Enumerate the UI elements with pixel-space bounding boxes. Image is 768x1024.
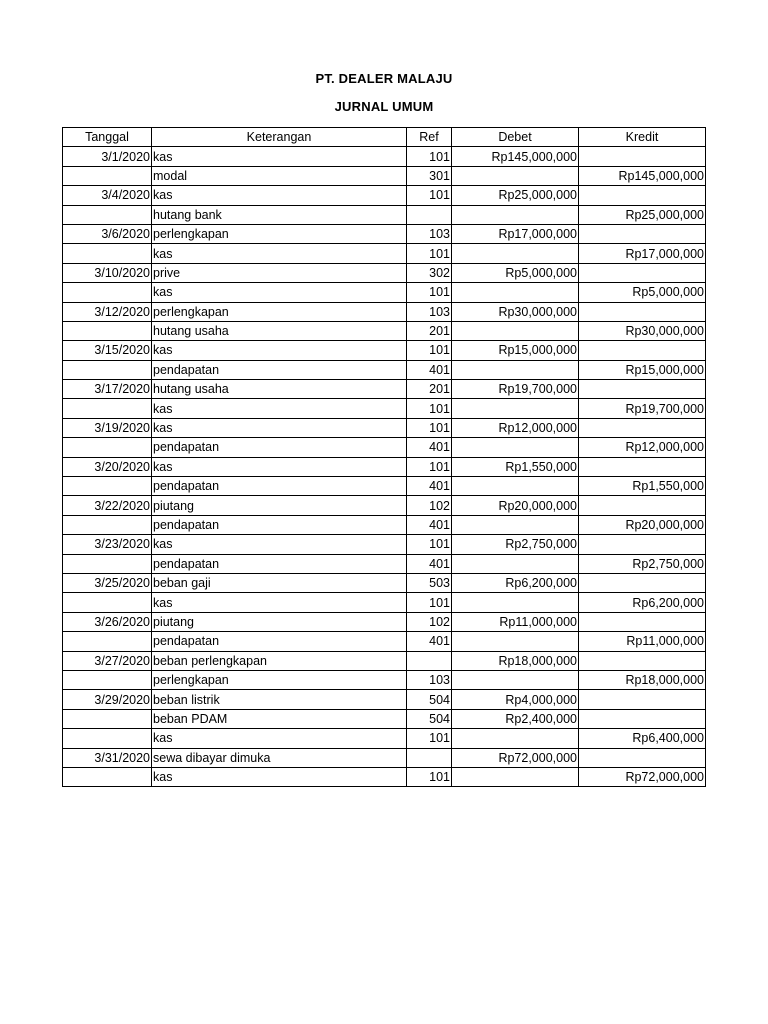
cell-credit: Rp20,000,000 xyxy=(579,515,706,534)
table-row xyxy=(63,748,706,767)
cell-date: 3/26/2020 xyxy=(63,612,152,631)
cell-credit: Rp15,000,000 xyxy=(579,360,706,379)
table-row xyxy=(63,690,706,709)
cell-debit: Rp1,550,000 xyxy=(452,457,579,476)
table-row xyxy=(63,729,706,748)
cell-debit xyxy=(452,205,579,224)
cell-ref: 103 xyxy=(407,224,452,243)
table-row xyxy=(63,302,706,321)
cell-date xyxy=(63,477,152,496)
cell-credit xyxy=(579,341,706,360)
cell-debit xyxy=(452,767,579,786)
cell-debit xyxy=(452,166,579,185)
cell-description: sewa dibayar dimuka xyxy=(152,748,407,767)
cell-debit xyxy=(452,477,579,496)
cell-date xyxy=(63,399,152,418)
cell-ref: 102 xyxy=(407,612,452,631)
cell-date xyxy=(63,360,152,379)
cell-date xyxy=(63,321,152,340)
cell-credit xyxy=(579,147,706,166)
column-header-credit: Kredit xyxy=(579,128,706,147)
cell-ref: 504 xyxy=(407,709,452,728)
journal-table xyxy=(62,127,706,787)
cell-credit xyxy=(579,457,706,476)
cell-credit: Rp5,000,000 xyxy=(579,283,706,302)
cell-ref: 101 xyxy=(407,147,452,166)
cell-debit: Rp145,000,000 xyxy=(452,147,579,166)
company-name: PT. DEALER MALAJU xyxy=(315,71,453,86)
cell-description: kas xyxy=(152,147,407,166)
cell-ref: 103 xyxy=(407,670,452,689)
cell-date: 3/15/2020 xyxy=(63,341,152,360)
cell-debit xyxy=(452,399,579,418)
table-row xyxy=(63,670,706,689)
cell-credit: Rp2,750,000 xyxy=(579,554,706,573)
cell-description: pendapatan xyxy=(152,360,407,379)
cell-debit: Rp20,000,000 xyxy=(452,496,579,515)
cell-date xyxy=(63,709,152,728)
cell-credit xyxy=(579,535,706,554)
cell-debit xyxy=(452,244,579,263)
table-row xyxy=(63,224,706,243)
cell-debit xyxy=(452,729,579,748)
cell-debit: Rp6,200,000 xyxy=(452,573,579,592)
cell-credit: Rp12,000,000 xyxy=(579,438,706,457)
cell-credit xyxy=(579,380,706,399)
cell-ref: 503 xyxy=(407,573,452,592)
cell-description: beban PDAM xyxy=(152,709,407,728)
cell-date: 3/27/2020 xyxy=(63,651,152,670)
table-row xyxy=(63,341,706,360)
table-row xyxy=(63,477,706,496)
table-row xyxy=(63,283,706,302)
cell-ref: 401 xyxy=(407,438,452,457)
cell-date: 3/1/2020 xyxy=(63,147,152,166)
cell-date: 3/25/2020 xyxy=(63,573,152,592)
cell-ref: 101 xyxy=(407,767,452,786)
cell-credit: Rp11,000,000 xyxy=(579,632,706,651)
cell-ref: 101 xyxy=(407,535,452,554)
cell-ref: 401 xyxy=(407,360,452,379)
cell-description: hutang usaha xyxy=(152,321,407,340)
cell-description: pendapatan xyxy=(152,554,407,573)
cell-credit xyxy=(579,651,706,670)
cell-date: 3/23/2020 xyxy=(63,535,152,554)
cell-date xyxy=(63,767,152,786)
table-row xyxy=(63,593,706,612)
cell-debit xyxy=(452,632,579,651)
table-row xyxy=(63,399,706,418)
cell-date xyxy=(63,205,152,224)
cell-date: 3/4/2020 xyxy=(63,186,152,205)
cell-credit xyxy=(579,186,706,205)
cell-credit: Rp18,000,000 xyxy=(579,670,706,689)
cell-debit xyxy=(452,593,579,612)
cell-ref: 103 xyxy=(407,302,452,321)
cell-ref: 201 xyxy=(407,321,452,340)
cell-date: 3/10/2020 xyxy=(63,263,152,282)
cell-debit: Rp19,700,000 xyxy=(452,380,579,399)
cell-credit: Rp25,000,000 xyxy=(579,205,706,224)
cell-credit xyxy=(579,573,706,592)
cell-credit xyxy=(579,496,706,515)
cell-description: kas xyxy=(152,244,407,263)
cell-debit: Rp17,000,000 xyxy=(452,224,579,243)
cell-debit xyxy=(452,515,579,534)
cell-description: kas xyxy=(152,399,407,418)
cell-description: kas xyxy=(152,767,407,786)
cell-date xyxy=(63,438,152,457)
cell-ref: 302 xyxy=(407,263,452,282)
cell-ref: 101 xyxy=(407,457,452,476)
cell-ref: 101 xyxy=(407,244,452,263)
cell-description: perlengkapan xyxy=(152,302,407,321)
cell-date xyxy=(63,729,152,748)
cell-ref: 401 xyxy=(407,632,452,651)
table-row xyxy=(63,767,706,786)
table-row xyxy=(63,515,706,534)
cell-description: beban perlengkapan xyxy=(152,651,407,670)
cell-date: 3/20/2020 xyxy=(63,457,152,476)
cell-date: 3/6/2020 xyxy=(63,224,152,243)
cell-date: 3/17/2020 xyxy=(63,380,152,399)
table-row xyxy=(63,205,706,224)
cell-debit: Rp5,000,000 xyxy=(452,263,579,282)
cell-debit xyxy=(452,321,579,340)
cell-description: pendapatan xyxy=(152,515,407,534)
column-header-date: Tanggal xyxy=(63,128,152,147)
cell-description: pendapatan xyxy=(152,438,407,457)
table-row xyxy=(63,612,706,631)
cell-ref: 301 xyxy=(407,166,452,185)
cell-date: 3/29/2020 xyxy=(63,690,152,709)
cell-debit: Rp30,000,000 xyxy=(452,302,579,321)
cell-debit: Rp11,000,000 xyxy=(452,612,579,631)
cell-ref xyxy=(407,651,452,670)
cell-description: kas xyxy=(152,418,407,437)
cell-credit: Rp72,000,000 xyxy=(579,767,706,786)
column-header-ref: Ref xyxy=(407,128,452,147)
cell-description: kas xyxy=(152,341,407,360)
cell-description: piutang xyxy=(152,612,407,631)
cell-credit: Rp17,000,000 xyxy=(579,244,706,263)
cell-credit xyxy=(579,612,706,631)
column-header-description: Keterangan xyxy=(152,128,407,147)
cell-credit: Rp145,000,000 xyxy=(579,166,706,185)
cell-debit: Rp2,750,000 xyxy=(452,535,579,554)
table-row xyxy=(63,244,706,263)
journal-body xyxy=(63,147,706,787)
cell-debit xyxy=(452,670,579,689)
cell-description: modal xyxy=(152,166,407,185)
cell-ref: 401 xyxy=(407,515,452,534)
cell-credit xyxy=(579,224,706,243)
cell-date xyxy=(63,632,152,651)
cell-description: piutang xyxy=(152,496,407,515)
cell-ref: 504 xyxy=(407,690,452,709)
cell-credit xyxy=(579,263,706,282)
cell-description: beban gaji xyxy=(152,573,407,592)
table-row xyxy=(63,147,706,166)
cell-ref: 101 xyxy=(407,593,452,612)
table-row xyxy=(63,651,706,670)
cell-description: perlengkapan xyxy=(152,224,407,243)
cell-description: pendapatan xyxy=(152,632,407,651)
cell-debit xyxy=(452,283,579,302)
cell-debit xyxy=(452,360,579,379)
table-row xyxy=(63,380,706,399)
cell-date: 3/31/2020 xyxy=(63,748,152,767)
cell-credit xyxy=(579,748,706,767)
table-row xyxy=(63,496,706,515)
cell-credit: Rp6,400,000 xyxy=(579,729,706,748)
table-row xyxy=(63,457,706,476)
column-header-debit: Debet xyxy=(452,128,579,147)
cell-ref: 401 xyxy=(407,554,452,573)
cell-credit xyxy=(579,709,706,728)
table-header-row xyxy=(63,128,706,147)
cell-date xyxy=(63,283,152,302)
cell-credit xyxy=(579,690,706,709)
table-row xyxy=(63,263,706,282)
cell-credit: Rp30,000,000 xyxy=(579,321,706,340)
table-row xyxy=(63,321,706,340)
cell-date xyxy=(63,554,152,573)
cell-debit xyxy=(452,554,579,573)
cell-debit: Rp25,000,000 xyxy=(452,186,579,205)
cell-description: kas xyxy=(152,283,407,302)
cell-description: kas xyxy=(152,729,407,748)
table-row xyxy=(63,360,706,379)
cell-description: hutang usaha xyxy=(152,380,407,399)
cell-ref: 101 xyxy=(407,186,452,205)
cell-description: beban listrik xyxy=(152,690,407,709)
table-row xyxy=(63,166,706,185)
cell-debit: Rp4,000,000 xyxy=(452,690,579,709)
cell-date xyxy=(63,166,152,185)
cell-date xyxy=(63,670,152,689)
cell-description: kas xyxy=(152,186,407,205)
cell-ref: 101 xyxy=(407,283,452,302)
table-row xyxy=(63,186,706,205)
cell-description: prive xyxy=(152,263,407,282)
cell-description: hutang bank xyxy=(152,205,407,224)
cell-ref: 401 xyxy=(407,477,452,496)
cell-date: 3/19/2020 xyxy=(63,418,152,437)
cell-debit: Rp15,000,000 xyxy=(452,341,579,360)
cell-ref: 101 xyxy=(407,729,452,748)
cell-ref xyxy=(407,205,452,224)
table-row xyxy=(63,438,706,457)
table-row xyxy=(63,632,706,651)
cell-ref: 101 xyxy=(407,341,452,360)
cell-debit xyxy=(452,438,579,457)
cell-ref: 201 xyxy=(407,380,452,399)
table-row xyxy=(63,535,706,554)
cell-date xyxy=(63,515,152,534)
cell-ref: 102 xyxy=(407,496,452,515)
page-title: JURNAL UMUM xyxy=(334,99,434,114)
cell-debit: Rp12,000,000 xyxy=(452,418,579,437)
cell-ref xyxy=(407,748,452,767)
table-row xyxy=(63,573,706,592)
cell-credit: Rp1,550,000 xyxy=(579,477,706,496)
table-row xyxy=(63,554,706,573)
cell-credit xyxy=(579,302,706,321)
cell-date xyxy=(63,593,152,612)
cell-date xyxy=(63,244,152,263)
cell-date: 3/22/2020 xyxy=(63,496,152,515)
cell-credit: Rp19,700,000 xyxy=(579,399,706,418)
cell-description: perlengkapan xyxy=(152,670,407,689)
cell-description: kas xyxy=(152,593,407,612)
table-row xyxy=(63,418,706,437)
cell-ref: 101 xyxy=(407,399,452,418)
cell-credit xyxy=(579,418,706,437)
cell-ref: 101 xyxy=(407,418,452,437)
cell-description: kas xyxy=(152,535,407,554)
cell-description: pendapatan xyxy=(152,477,407,496)
cell-debit: Rp2,400,000 xyxy=(452,709,579,728)
cell-credit: Rp6,200,000 xyxy=(579,593,706,612)
cell-date: 3/12/2020 xyxy=(63,302,152,321)
table-row xyxy=(63,709,706,728)
cell-description: kas xyxy=(152,457,407,476)
cell-debit: Rp18,000,000 xyxy=(452,651,579,670)
cell-debit: Rp72,000,000 xyxy=(452,748,579,767)
